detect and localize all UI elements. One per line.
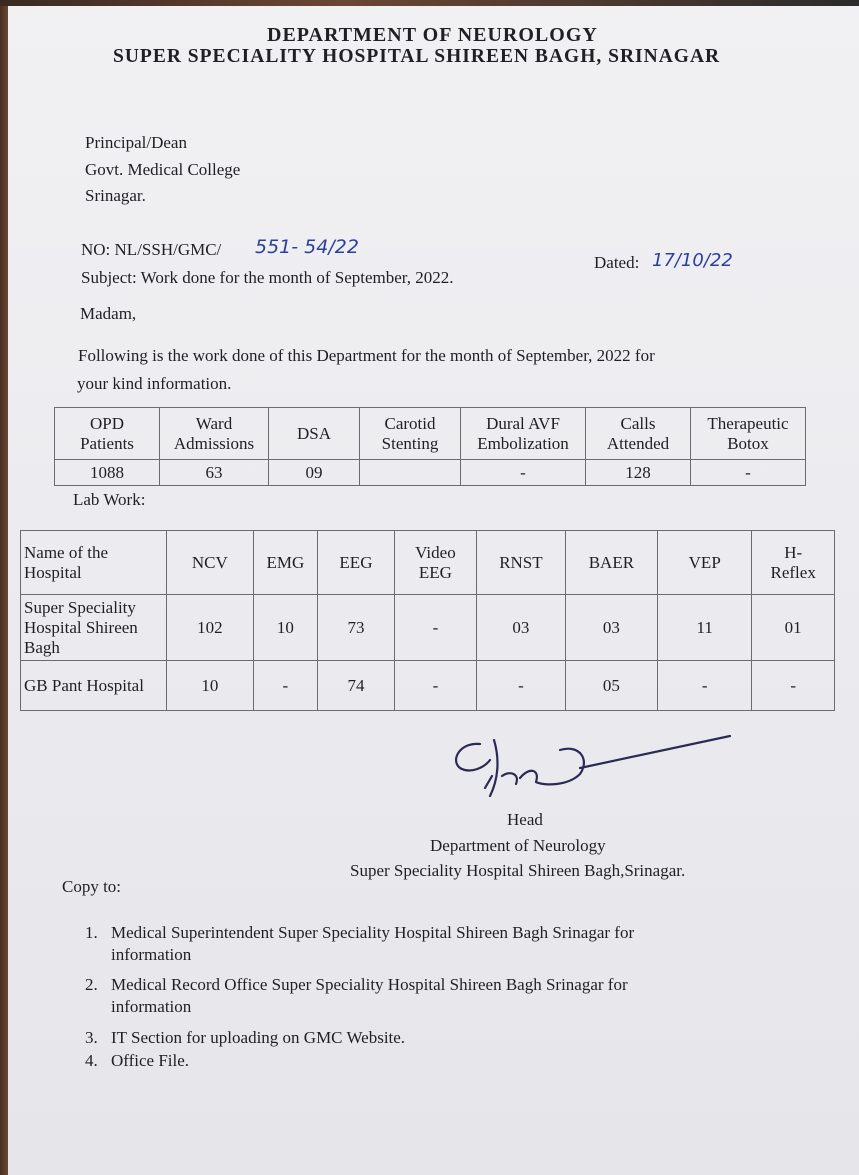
copy-to-item: Medical Record Office Super Speciality Hospital Shireen Bagh Srinagar for [111,975,628,994]
table-cell: - [394,661,477,711]
copy-to-label: Copy to: [62,877,122,896]
table-cell: - [477,661,565,711]
copy-to-item: Office File. [111,1051,190,1070]
table-cell: 03 [477,595,565,661]
table-cell: 73 [318,595,394,661]
salutation: Madam, [80,304,137,323]
table-cell: - [691,460,806,486]
table-cell: 10 [253,595,318,661]
table-header-cell: Name of the Hospital [21,531,167,595]
signature-mark [440,730,740,810]
table-cell: 09 [269,460,360,486]
table-header-cell: Video EEG [394,531,477,595]
signatory-hospital: Super Speciality Hospital Shireen Bagh,Srinagar. [350,861,686,880]
background-edge-top [0,0,859,6]
table-cell: 128 [586,460,691,486]
table-header-cell: DSA [269,408,360,460]
table-header-cell: RNST [477,531,565,595]
table-cell: 102 [167,595,253,661]
background-edge [0,0,8,1175]
table-cell: 10 [167,661,253,711]
copy-to-item: information [111,997,192,1016]
table-cell: - [658,661,752,711]
hospital-name-cell: Super Speciality Hospital Shireen Bagh [21,595,167,661]
intro-text: your kind information. [77,374,232,393]
copy-to-item-number: 2. [85,975,98,994]
signatory-title: Head [507,810,543,829]
copy-to-item-number: 1. [85,923,98,942]
table-row [21,661,835,711]
table-cell: 63 [160,460,269,486]
copy-to-item: information [111,945,192,964]
table-cell: 11 [658,595,752,661]
hospital-name-cell: GB Pant Hospital [21,661,167,711]
table-header-row [55,408,806,460]
table-cell: 05 [565,661,657,711]
table-header-cell: Calls Attended [586,408,691,460]
table-header-cell: Dural AVF Embolization [461,408,586,460]
table-cell: - [461,460,586,486]
table-row [55,460,806,486]
table-cell: - [752,661,835,711]
table-cell: 74 [318,661,394,711]
table-cell [360,460,461,486]
table-header-cell: H- Reflex [752,531,835,595]
table-header-row [21,531,835,595]
addressee-line: Principal/Dean [85,133,187,152]
table-cell: 03 [565,595,657,661]
table-header-cell: VEP [658,531,752,595]
table-header-cell: Ward Admissions [160,408,269,460]
copy-to-item: Medical Superintendent Super Speciality Hospital Shireen Bagh Srinagar for [111,923,635,942]
subject-line: Subject: Work done for the month of September, 2022. [81,268,454,287]
lab-work-label: Lab Work: [73,490,146,509]
date-label: Dated: [594,253,640,272]
table-header-cell: Carotid Stenting [360,408,461,460]
work-done-table [54,407,806,486]
table-cell: - [253,661,318,711]
reference-number-handwritten: 551- 54/22 [255,236,359,258]
lab-work-table [20,530,835,711]
addressee-line: Srinagar. [85,186,146,205]
table-header-cell: OPD Patients [55,408,160,460]
table-header-cell: EEG [318,531,394,595]
addressee-line: Govt. Medical College [85,160,241,179]
department-heading: DEPARTMENT OF NEUROLOGY [267,24,598,46]
table-cell: 01 [752,595,835,661]
copy-to-item-number: 3. [85,1028,98,1047]
intro-text: Following is the work done of this Department for the month of September, 2022 for [78,346,655,365]
table-cell: 1088 [55,460,160,486]
copy-to-item: IT Section for uploading on GMC Website. [111,1028,406,1047]
table-header-cell: EMG [253,531,318,595]
signatory-department: Department of Neurology [430,836,606,855]
date-handwritten: 17/10/22 [652,250,733,271]
copy-to-item-number: 4. [85,1051,98,1070]
reference-number-label: NO: NL/SSH/GMC/ [81,240,222,259]
table-header-cell: NCV [167,531,253,595]
table-header-cell: BAER [565,531,657,595]
hospital-heading: SUPER SPECIALITY HOSPITAL SHIREEN BAGH, SRINAGAR [113,46,721,67]
table-row [21,595,835,661]
table-header-cell: Therapeutic Botox [691,408,806,460]
table-cell: - [394,595,477,661]
